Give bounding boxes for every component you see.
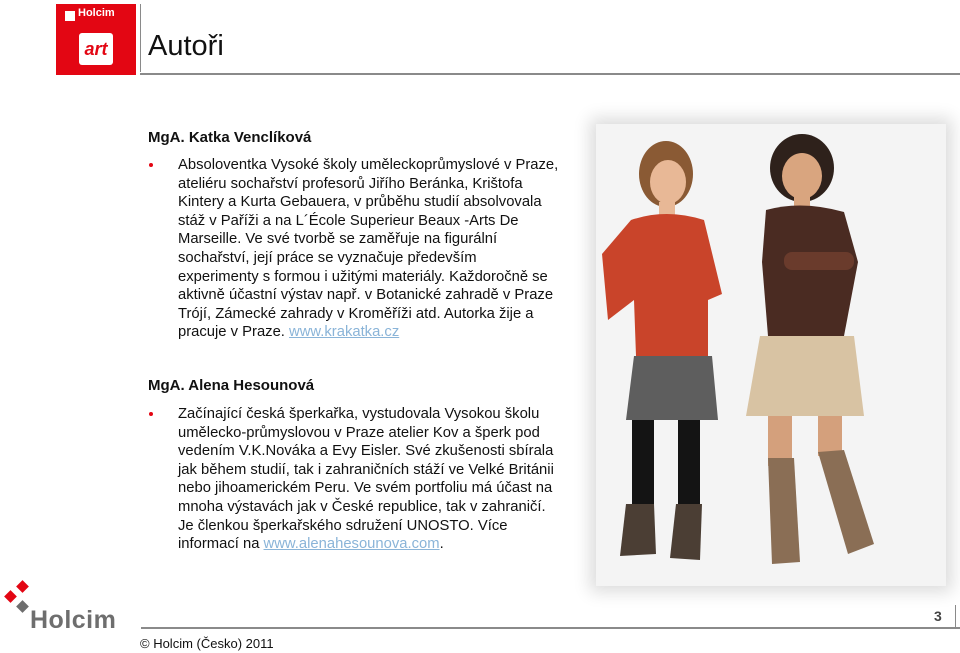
authors-photo — [596, 124, 946, 586]
author-2-link[interactable]: www.alenahesounova.com — [263, 536, 440, 553]
author-1-name: MgA. Katka Venclíková — [148, 129, 312, 146]
holcim-art-logo — [56, 4, 136, 75]
author-2-name: MgA. Alena Hesounová — [148, 377, 315, 394]
authors-photo-illustration — [596, 124, 946, 586]
page-number: 3 — [934, 608, 942, 624]
page-title: Autoři — [148, 30, 224, 62]
author-2-bio-end: . — [439, 536, 444, 553]
footer-divider — [141, 627, 960, 629]
author-1-link[interactable]: www.krakatka.cz — [289, 324, 400, 341]
page-number-divider — [955, 605, 956, 627]
holcim-logo-wordmark: Holcim — [30, 606, 117, 634]
author-2-bio-text: Začínající česká šperkařka, vystudovala Vysokou školu umělecko-průmyslovou v Praze atelier Kov a šperk pod vedením V.K.Nováka a Evy Eisler. Své zkušenosti sbírala jak během studií, tak i zahraničních stáží ve Velké Británii nebo jihoamerickém Peru. Ve svém portfoliu má účast na mnoha výstavách jak v České republice, tak v zahraničí. Je členkou šperkařského sdružení UNOSTO. Více informací na — [178, 406, 554, 553]
header-divider — [140, 73, 960, 75]
holcim-h-icon — [65, 11, 75, 21]
header-divider-vertical — [140, 4, 141, 72]
author-1-bio — [178, 156, 560, 342]
copyright: © Holcim (Česko) 2011 — [140, 636, 274, 651]
logo-brand-name: Holcim — [78, 7, 115, 19]
author-2-bio — [178, 405, 560, 554]
author-1-bio-text: Absoloventka Vysoké školy uměleckoprůmyslové v Praze, ateliéru sochařství profesorů Jiřího Beránka, Krištofa Kintery a Kurta Gebauera, v průběhu studií absolvovala stáž v Paříži a na L´École Superieur Beaux -Arts De Marseille. Ve své tvorbě se zaměřuje na figurální sochařství, její práce se vyznačuje především experimenty s formou i užitými materiály. Každoročně se aktivně účastní výstav např. v Botanické zahradě v Praze Trójí, Zámecké zahrady v Kroměříži atd. Autorka žije a pracuje v Praze. — [178, 157, 559, 341]
logo-art-label: art — [79, 33, 113, 65]
